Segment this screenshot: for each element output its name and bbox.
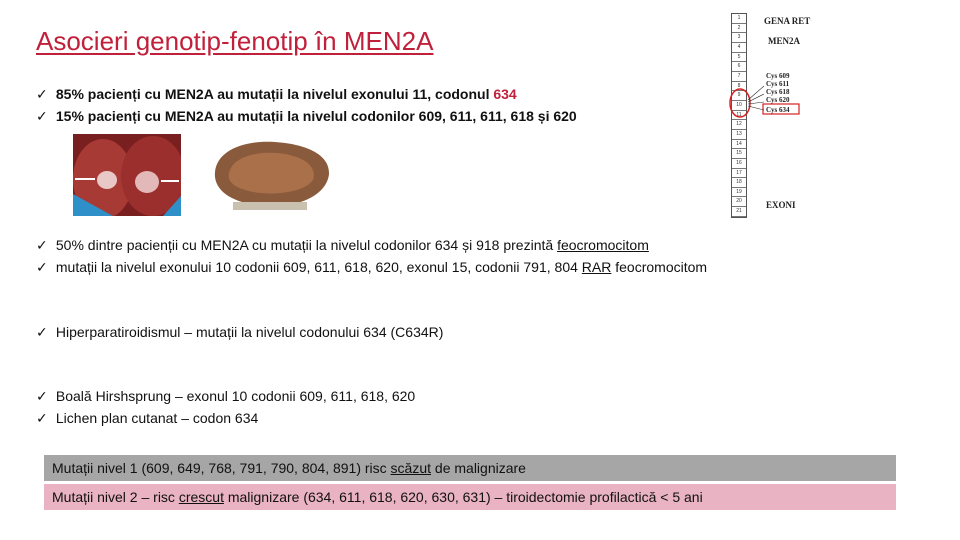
check-icon: ✓ [36,259,48,275]
exon-cell: 11 [732,111,746,121]
gene-title: GENA RET [764,16,811,26]
cys-label: Cys 611 [766,80,790,88]
exons-label: EXONI [766,200,796,210]
slide-title: Asocieri genotip-fenotip în MEN2A [36,26,434,56]
check-icon: ✓ [36,108,48,124]
exon-cell: 4 [732,43,746,53]
bullet-text: 85% pacienți cu MEN2A au mutații la nivelul exonului 11, codonul [55,86,494,102]
band-text: Mutații nivel 1 (609, 649, 768, 791, 790, 804, 891) risc [52,460,391,476]
codon-634-highlight: 634 [493,86,517,102]
cys-label: Cys 609 [766,72,790,80]
exon-cell: 10 [732,101,746,111]
exon-cell: 1 [732,14,746,24]
bullet-85-percent [36,84,517,104]
gene-subtitle: MEN2A [768,36,800,46]
exon-cell: 12 [732,120,746,130]
exon-cell: 14 [732,140,746,150]
underlined-term: scăzut [390,460,432,476]
exon-cell: 5 [732,53,746,63]
cys-label: Cys 620 [766,96,790,104]
cys-label: Cys 618 [766,88,790,96]
exon-cell: 9 [732,91,746,101]
bullet-text: 15% pacienți cu MEN2A au mutații la nivelul codonilor 609, 611, 611, 618 și 620 [55,108,577,124]
exon-10-11-highlight-circle [730,89,750,117]
check-icon: ✓ [36,410,48,426]
bullet-lichen [36,408,258,428]
check-icon: ✓ [36,237,48,253]
exon-cell: 20 [732,197,746,207]
check-icon: ✓ [36,324,48,340]
bullet-pheo-50-percent [36,235,649,255]
exon-cell: 8 [732,82,746,92]
underlined-term: crescut [178,489,224,505]
pheochromocytoma-photo [205,132,335,214]
risk-level-2-band [44,484,896,510]
bullet-text: Boală Hirshsprung – exonul 10 codonii 609, 611, 618, 620 [55,388,416,404]
exon-cell: 17 [732,169,746,179]
underlined-term: RAR [581,259,612,275]
exon-cell: 13 [732,130,746,140]
underlined-term: feocromocitom [557,237,649,253]
bullet-hyperparathyroidism [36,322,443,342]
exon-highlight-markers [718,80,804,122]
cys-label: Cys 634 [766,106,790,114]
bullet-suffix: feocromocitom [611,259,708,275]
bullet-pheo-rare [36,257,707,277]
check-icon: ✓ [36,86,48,102]
band-text: Mutații nivel 2 – risc [52,489,179,505]
bullet-text: Hiperparatiroidismul – mutații la nivelul codonului 634 (C634R) [55,324,444,340]
exon-cell: 19 [732,188,746,198]
exon-cell: 15 [732,149,746,159]
bullet-text: mutații la nivelul exonului 10 codonii 609, 611, 618, 620, exonul 15, codonii 791, 804 [55,259,582,275]
exon-cell: 7 [732,72,746,82]
bullet-text: 50% dintre pacienții cu MEN2A cu mutații la nivelul codonilor 634 și 918 prezintă [55,237,558,253]
exon-cell: 3 [732,33,746,43]
band-suffix: malignizare (634, 611, 618, 620, 630, 631) – tiroidectomie profilactică < 5 ani [223,489,703,505]
exon-cell: 21 [732,207,746,217]
check-icon: ✓ [36,388,48,404]
cys-634-highlight-box [763,104,799,114]
risk-level-1-band [44,455,896,481]
bullet-15-percent [36,106,577,126]
exon-cell: 2 [732,24,746,34]
bullet-hirschsprung [36,386,415,406]
band-suffix: de malignizare [431,460,526,476]
thyroid-section-photo [73,134,181,216]
exon-cell: 6 [732,62,746,72]
bullet-text: Lichen plan cutanat – codon 634 [55,410,259,426]
exon-cell: 18 [732,178,746,188]
exon-cell: 16 [732,159,746,169]
